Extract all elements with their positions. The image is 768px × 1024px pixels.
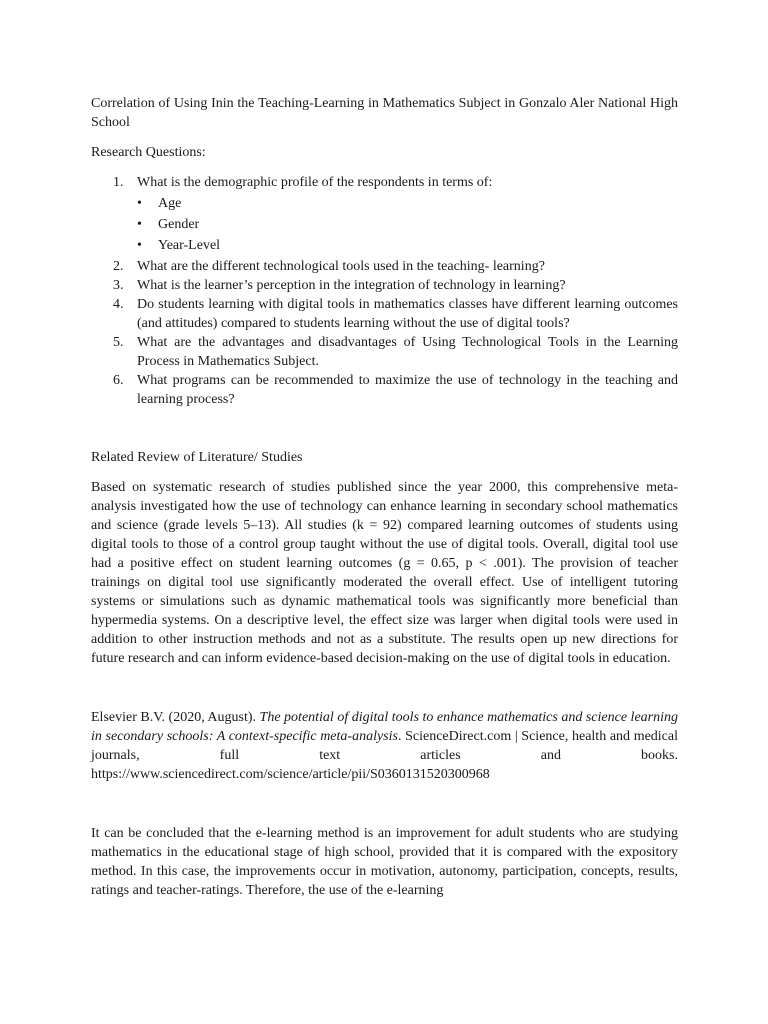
question-text: What are the different technological tools used in the teaching- learning?	[137, 259, 545, 274]
question-number: 1.	[113, 175, 124, 190]
research-questions-list	[91, 173, 678, 409]
question-number: 6.	[113, 373, 124, 388]
list-item	[137, 194, 678, 213]
document-title: Correlation of Using Inin the Teaching-Learning in Mathematics Subject in Gonzalo Aler National High School	[91, 96, 678, 130]
bullet-icon: •	[137, 196, 142, 211]
document-page	[91, 94, 678, 900]
bullet-text: Gender	[158, 217, 200, 232]
question-text: What are the advantages and disadvantages of Using Technological Tools in the Learning Process in Mathematics Subject.	[137, 335, 678, 369]
list-item	[91, 333, 678, 371]
question-text: Do students learning with digital tools in mathematics classes have different learning outcomes (and attitudes) compared to students learning without the use of digital tools?	[137, 297, 678, 331]
bullet-icon: •	[137, 238, 142, 253]
bullet-text: Age	[158, 196, 182, 211]
list-item	[137, 236, 678, 255]
citation-author-date: Elsevier B.V. (2020, August).	[91, 710, 260, 725]
question-text: What is the learner’s perception in the integration of technology in learning?	[137, 278, 566, 293]
list-item	[91, 371, 678, 409]
research-questions-heading: Research Questions:	[91, 145, 206, 160]
list-item	[91, 295, 678, 333]
list-item	[137, 215, 678, 234]
question-number: 4.	[113, 297, 124, 312]
citation	[91, 708, 678, 784]
rrl-heading: Related Review of Literature/ Studies	[91, 450, 303, 465]
rrl-paragraph: Based on systematic research of studies published since the year 2000, this comprehensive meta-analysis investigated how the use of technology can enhance learning in secondary school mathematics and science (grade levels 5–13). All studies (k = 92) compared learning outcomes of students using digital tools to those of a control group taught without the use of digital tools. Overall, digital tool use had a positive effect on student learning outcomes (g = 0.65, p < .001). The provision of teacher trainings on digital tool use significantly moderated the overall effect. Use of intelligent tutoring systems or simulations such as dynamic mathematical tools was significantly more beneficial than hypermedia systems. On a descriptive level, the effect size was larger when digital tools were used in addition to other instruction methods and not as a substitute. The results open up new directions for future research and can inform evidence-based decision-making on the use of digital tools in education.	[91, 480, 678, 666]
citation-source: . ScienceDirect.com | Science, health and medical journals, full text articles and books. https://www.sciencedirect.com/science/article/pii/S0360131520300968	[91, 729, 679, 782]
profile-bullet-list	[137, 194, 678, 255]
citation-work-title: The potential of digital tools to enhance mathematics and science learning in secondary schools: A context-specific meta-analysis	[91, 710, 678, 744]
list-item	[91, 257, 678, 276]
bullet-text: Year-Level	[158, 238, 221, 253]
question-number: 5.	[113, 335, 124, 350]
question-number: 3.	[113, 278, 124, 293]
list-item	[91, 173, 678, 255]
conclusion-paragraph: It can be concluded that the e-learning method is an improvement for adult students who are studying mathematics in the educational stage of high school, provided that it is compared with the expository method. In this case, the improvements occur in motivation, autonomy, participation, concepts, results, ratings and teacher-ratings. Therefore, the use of the e-learning	[91, 826, 678, 898]
list-item	[91, 276, 678, 295]
question-text: What programs can be recommended to maximize the use of technology in the teaching and learning process?	[137, 373, 678, 407]
question-number: 2.	[113, 259, 124, 274]
question-text: What is the demographic profile of the respondents in terms of:	[137, 175, 493, 190]
bullet-icon: •	[137, 217, 142, 232]
